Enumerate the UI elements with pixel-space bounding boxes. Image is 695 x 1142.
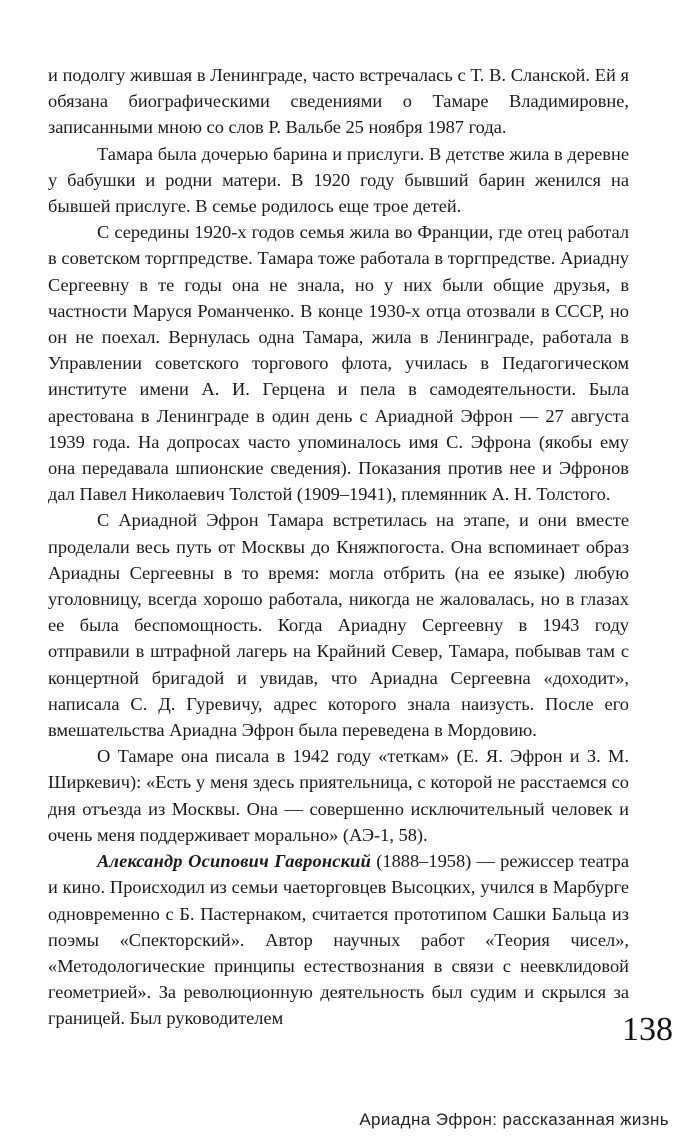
paragraph: С Ариадной Эфрон Тамара встретилась на этапе, и они вместе проделали весь путь от Москвы до Княжпогоста. Она вспоминает образ Ариадны Сергеевны в то время: могла отбрить (на ее языке) любую уголовницу, всегда хорошо работала, никогда не жаловалась, но в глазах ее была беспомощность. Когда Ариадну Сергеевну в 1943 году отправили в штрафной лагерь на Крайний Север, Тамара, побывав там с концертной бригадой и увидав, что Ариадна Сергеевна «доходит», написала С. Д. Гуревичу, адрес которого знала наизусть. После его вмешательства Ариадна Эфрон была переведена в Мордовию. — [48, 510, 629, 741]
biography-text: (1888–1958) — режиссер театра и кино. Происходил из семьи чаеторговцев Высоцких, учился в Марбурге одновременно с Б. Пастернаком, считается прототипом Сашки Бальца из поэмы «Спекторский». Автор научных работ «Теория чисел», «Методологические принципы естествознания в связи с неевклидовой геометрией». За революционную деятельность был судим и скрылся за границей. Был руководителем — [48, 851, 629, 1029]
body-text — [48, 62, 629, 1032]
paragraph: Тамара была дочерью барина и прислуги. В детстве жила в деревне у бабушки и родни матери. В 1920 году бывший барин женился на бывшей прислуге. В семье родилось еще трое детей. — [48, 143, 629, 217]
paragraph: С середины 1920-х годов семья жила во Франции, где отец работал в советском торгпредстве. Тамара тоже работала в торгпредстве. Ариадну Сергеевну в те годы она не знала, но у них были общие друзья, в частности Маруся Романченко. В конце 1930-х отца отозвали в СССР, но он не поехал. Вернулась одна Тамара, жила в Ленинграде, работала в Управлении советского торгового флота, училась в Педагогическом институте имени А. И. Герцена и пела в самодеятельности. Была арестована в Ленинграде в один день с Ариадной Эфрон — 27 августа 1939 года. На допросах часто упоминалось имя С. Эфрона (якобы ему она передавала шпионские сведения). Показания против нее и Эфронов дал Павел Николаевич Толстой (1909–1941), племянник А. Н. Толстого. — [48, 222, 629, 505]
paragraph-continuation: и подолгу жившая в Ленинграде, часто встречалась с Т. В. Сланской. Ей я обязана биографическими сведениями о Тамаре Владимировне, записанными мною со слов Р. Вальбе 25 ноября 1987 года. — [48, 65, 629, 138]
paragraph: О Тамаре она писала в 1942 году «теткам» (Е. Я. Эфрон и З. М. Ширкевич): «Есть у меня здесь приятельница, с которой не расстаемся со дня отъезда из Москвы. Она — совершенно исключительный человек и очень меня поддерживает морально» (АЭ-1, 58). — [48, 746, 629, 845]
person-name: Александр Осипович Гавронский — [97, 851, 372, 872]
page-number: 138 — [622, 1011, 673, 1048]
paragraph-biography — [48, 848, 629, 1031]
running-title: Ариадна Эфрон: рассказанная жизнь — [359, 1110, 669, 1129]
